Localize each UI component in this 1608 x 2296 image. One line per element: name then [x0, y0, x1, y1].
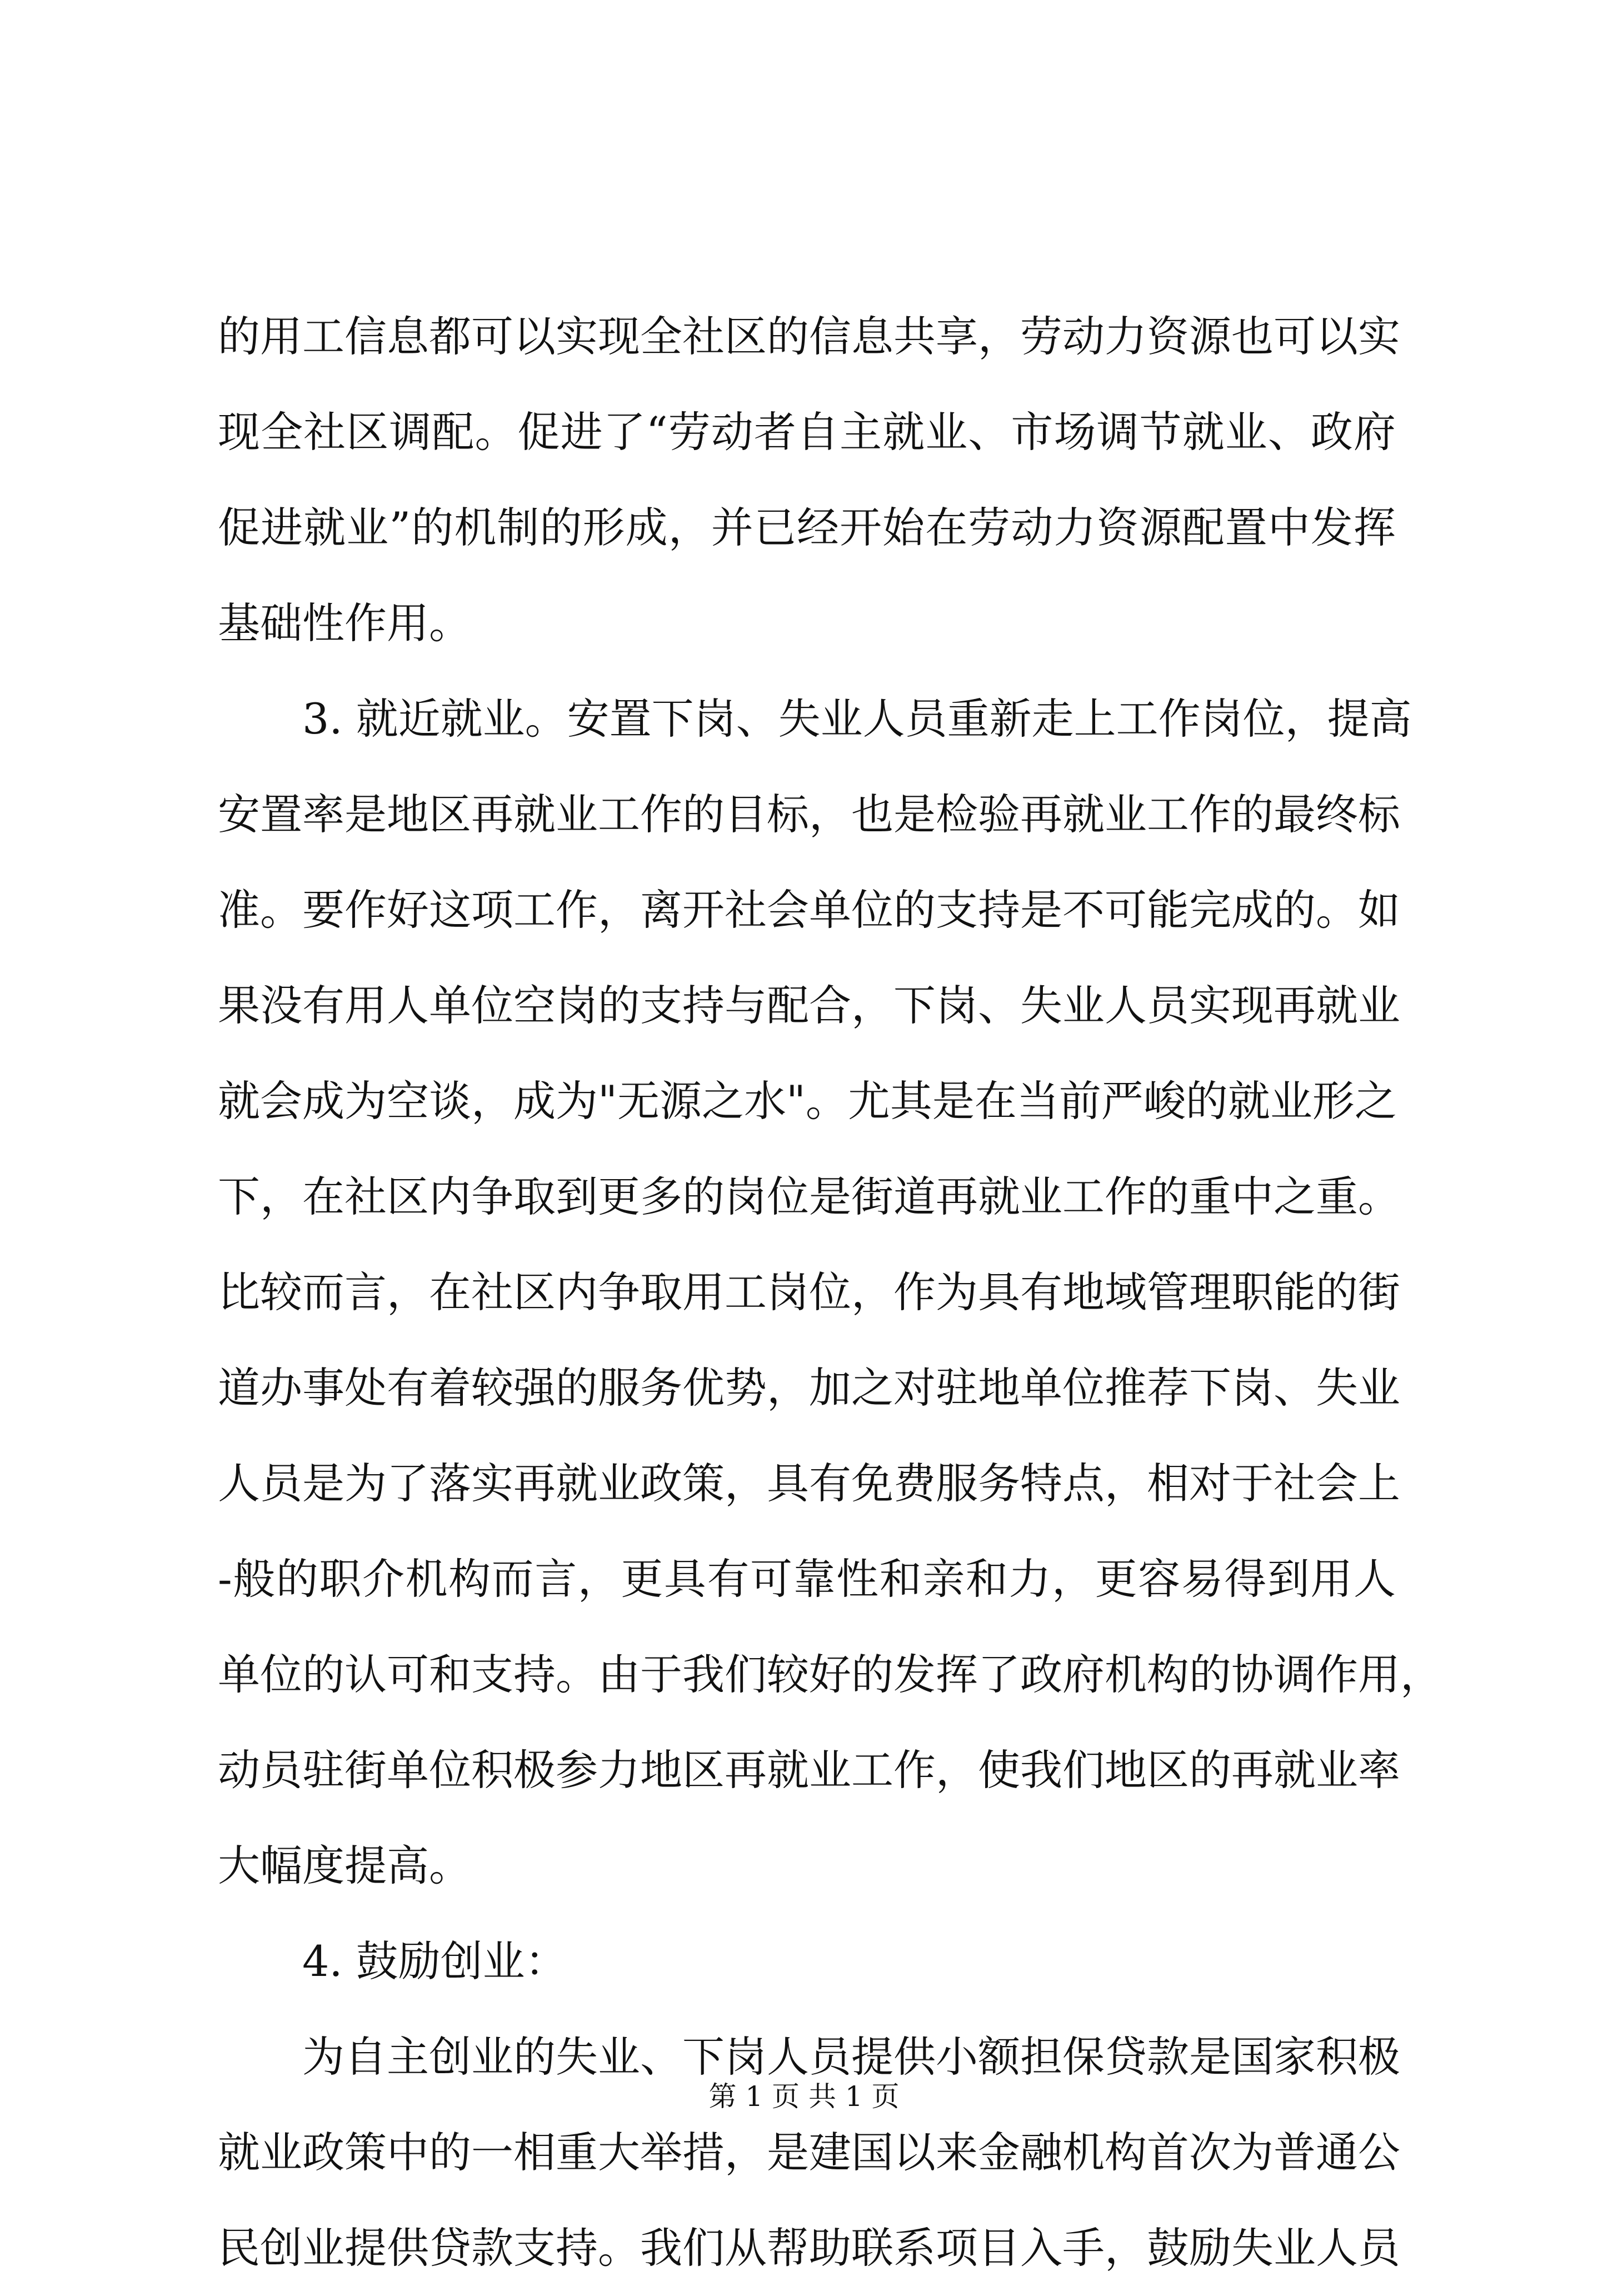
section-heading: 4. 鼓励创业：	[302, 1936, 567, 1986]
page-footer	[0, 2077, 1608, 2116]
text-line: 下，在社区内争取到更多的岗位是街道再就业工作的重中之重。	[218, 1172, 1400, 1221]
text-line: 的用工信息都可以实现全社区的信息共享，劳动力资源也可以实	[218, 312, 1400, 361]
text-line: 果没有用人单位空岗的支持与配合，下岗、失业人员实现再就业	[218, 981, 1400, 1030]
page-number-label: 第 1 页 共 1 页	[708, 2080, 900, 2113]
text-line: 3. 就近就业。安置下岗、失业人员重新走上工作岗位，提高	[302, 694, 1412, 743]
text-line: 就业政策中的一相重大举措，是建国以来金融机构首次为普通公	[218, 2128, 1400, 2177]
text-line: 为自主创业的失业、下岗人员提供小额担保贷款是国家积极	[302, 2032, 1400, 2082]
text-line: 基础性作用。	[218, 598, 471, 648]
text-line: 单位的认可和支持。由于我们较好的发挥了政府机构的协调作用，	[218, 1650, 1442, 1699]
text-line: 就会成为空谈，成为"无源之水"。尤其是在当前严峻的就业形之	[218, 1076, 1397, 1126]
text-line: 促进就业”的机制的形成，并已经开始在劳动力资源配置中发挥	[218, 503, 1396, 552]
text-line: 民创业提供贷款支持。我们从帮助联系项目入手，鼓励失业人员	[218, 2223, 1400, 2273]
document-body	[218, 289, 1442, 2296]
text-line: 动员驻街单位积极参力地区再就业工作，使我们地区的再就业率	[218, 1745, 1400, 1795]
text-line: 安置率是地区再就业工作的目标，也是检验再就业工作的最终标	[218, 790, 1400, 839]
text-line: 现全社区调配。促进了“劳动者自主就业、市场调节就业、政府	[218, 407, 1396, 457]
text-line: 道办事处有着较强的服务优势，加之对驻地单位推荐下岗、失业	[218, 1363, 1400, 1412]
text-line: 人员是为了落实再就业政策，具有免费服务特点，相对于社会上	[218, 1459, 1400, 1508]
text-line: 比较而言，在社区内争取用工岗位，作为具有地域管理职能的街	[218, 1267, 1400, 1317]
text-line: 大幅度提高。	[218, 1841, 471, 1890]
text-line: 准。要作好这项工作，离开社会单位的支持是不可能完成的。如	[218, 885, 1400, 935]
text-line: -般的职介机构而言，更具有可靠性和亲和力，更容易得到用人	[218, 1554, 1396, 1604]
